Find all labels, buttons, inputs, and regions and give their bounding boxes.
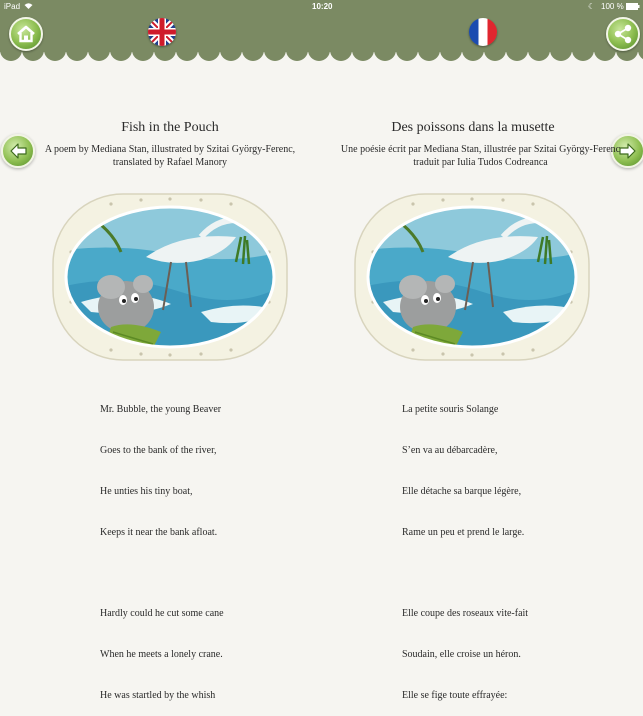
french-byline	[323, 143, 638, 169]
english-title: Fish in the Pouch	[121, 120, 219, 135]
poem-line: Mr. Bubble, the young Beaver	[100, 404, 222, 416]
poem-line: Keeps it near the bank afloat.	[100, 526, 218, 538]
poem-line: Soudain, elle croise un héron.	[402, 648, 521, 660]
uk-flag-button[interactable]	[148, 18, 176, 46]
english-poem	[100, 376, 224, 716]
battery-icon	[626, 3, 640, 12]
poem-line: La petite souris Solange	[402, 404, 499, 416]
home-icon	[11, 19, 41, 49]
poem-line: Elle se fige toute effrayée:	[402, 689, 508, 701]
poem-line: He unties his tiny boat,	[100, 485, 193, 497]
uk-flag-icon	[148, 18, 176, 46]
english-byline-line2: translated by Rafael Manory	[112, 157, 228, 168]
french-title: Des poissons dans la musette	[391, 120, 555, 135]
poem-line: S’en va au débarcadère,	[402, 444, 498, 456]
device-label: iPad	[4, 2, 21, 11]
share-button[interactable]	[606, 17, 640, 51]
stanza-gap	[100, 566, 224, 580]
poem-line: Rame un peu et prend le large.	[402, 526, 525, 538]
poem-line: Goes to the bank of the river,	[100, 444, 217, 456]
poem-line: Elle détache sa barque légère,	[402, 485, 522, 497]
battery-label: 100 %	[601, 2, 624, 11]
share-icon	[608, 19, 638, 49]
english-illustration	[51, 192, 289, 362]
english-byline-line1: A poem by Mediana Stan, illustrated by Szitai György-Ferenc,	[44, 144, 296, 155]
french-byline-line2: traduit par Iulia Tudos Codreanca	[413, 157, 548, 168]
french-poem	[402, 376, 528, 716]
french-illustration	[353, 192, 591, 362]
wifi-icon	[24, 2, 33, 12]
poem-line: Elle coupe des roseaux vite-fait	[402, 608, 529, 620]
status-bar	[0, 0, 643, 14]
english-byline	[20, 143, 320, 169]
french-byline-line1: Une poésie écrit par Mediana Stan, illustrée par Szitai György-Ferenc	[340, 144, 621, 155]
moon-icon: ☾	[588, 2, 596, 11]
status-time: 10:20	[312, 2, 333, 11]
home-button[interactable]	[9, 17, 43, 51]
scalloped-edge	[0, 44, 643, 64]
stanza-gap	[402, 566, 528, 580]
france-flag-button[interactable]	[469, 18, 497, 46]
poem-line: Hardly could he cut some cane	[100, 608, 224, 620]
france-flag-icon	[469, 18, 497, 46]
poem-line: He was startled by the whish	[100, 689, 216, 701]
poem-line: When he meets a lonely crane.	[100, 648, 223, 660]
